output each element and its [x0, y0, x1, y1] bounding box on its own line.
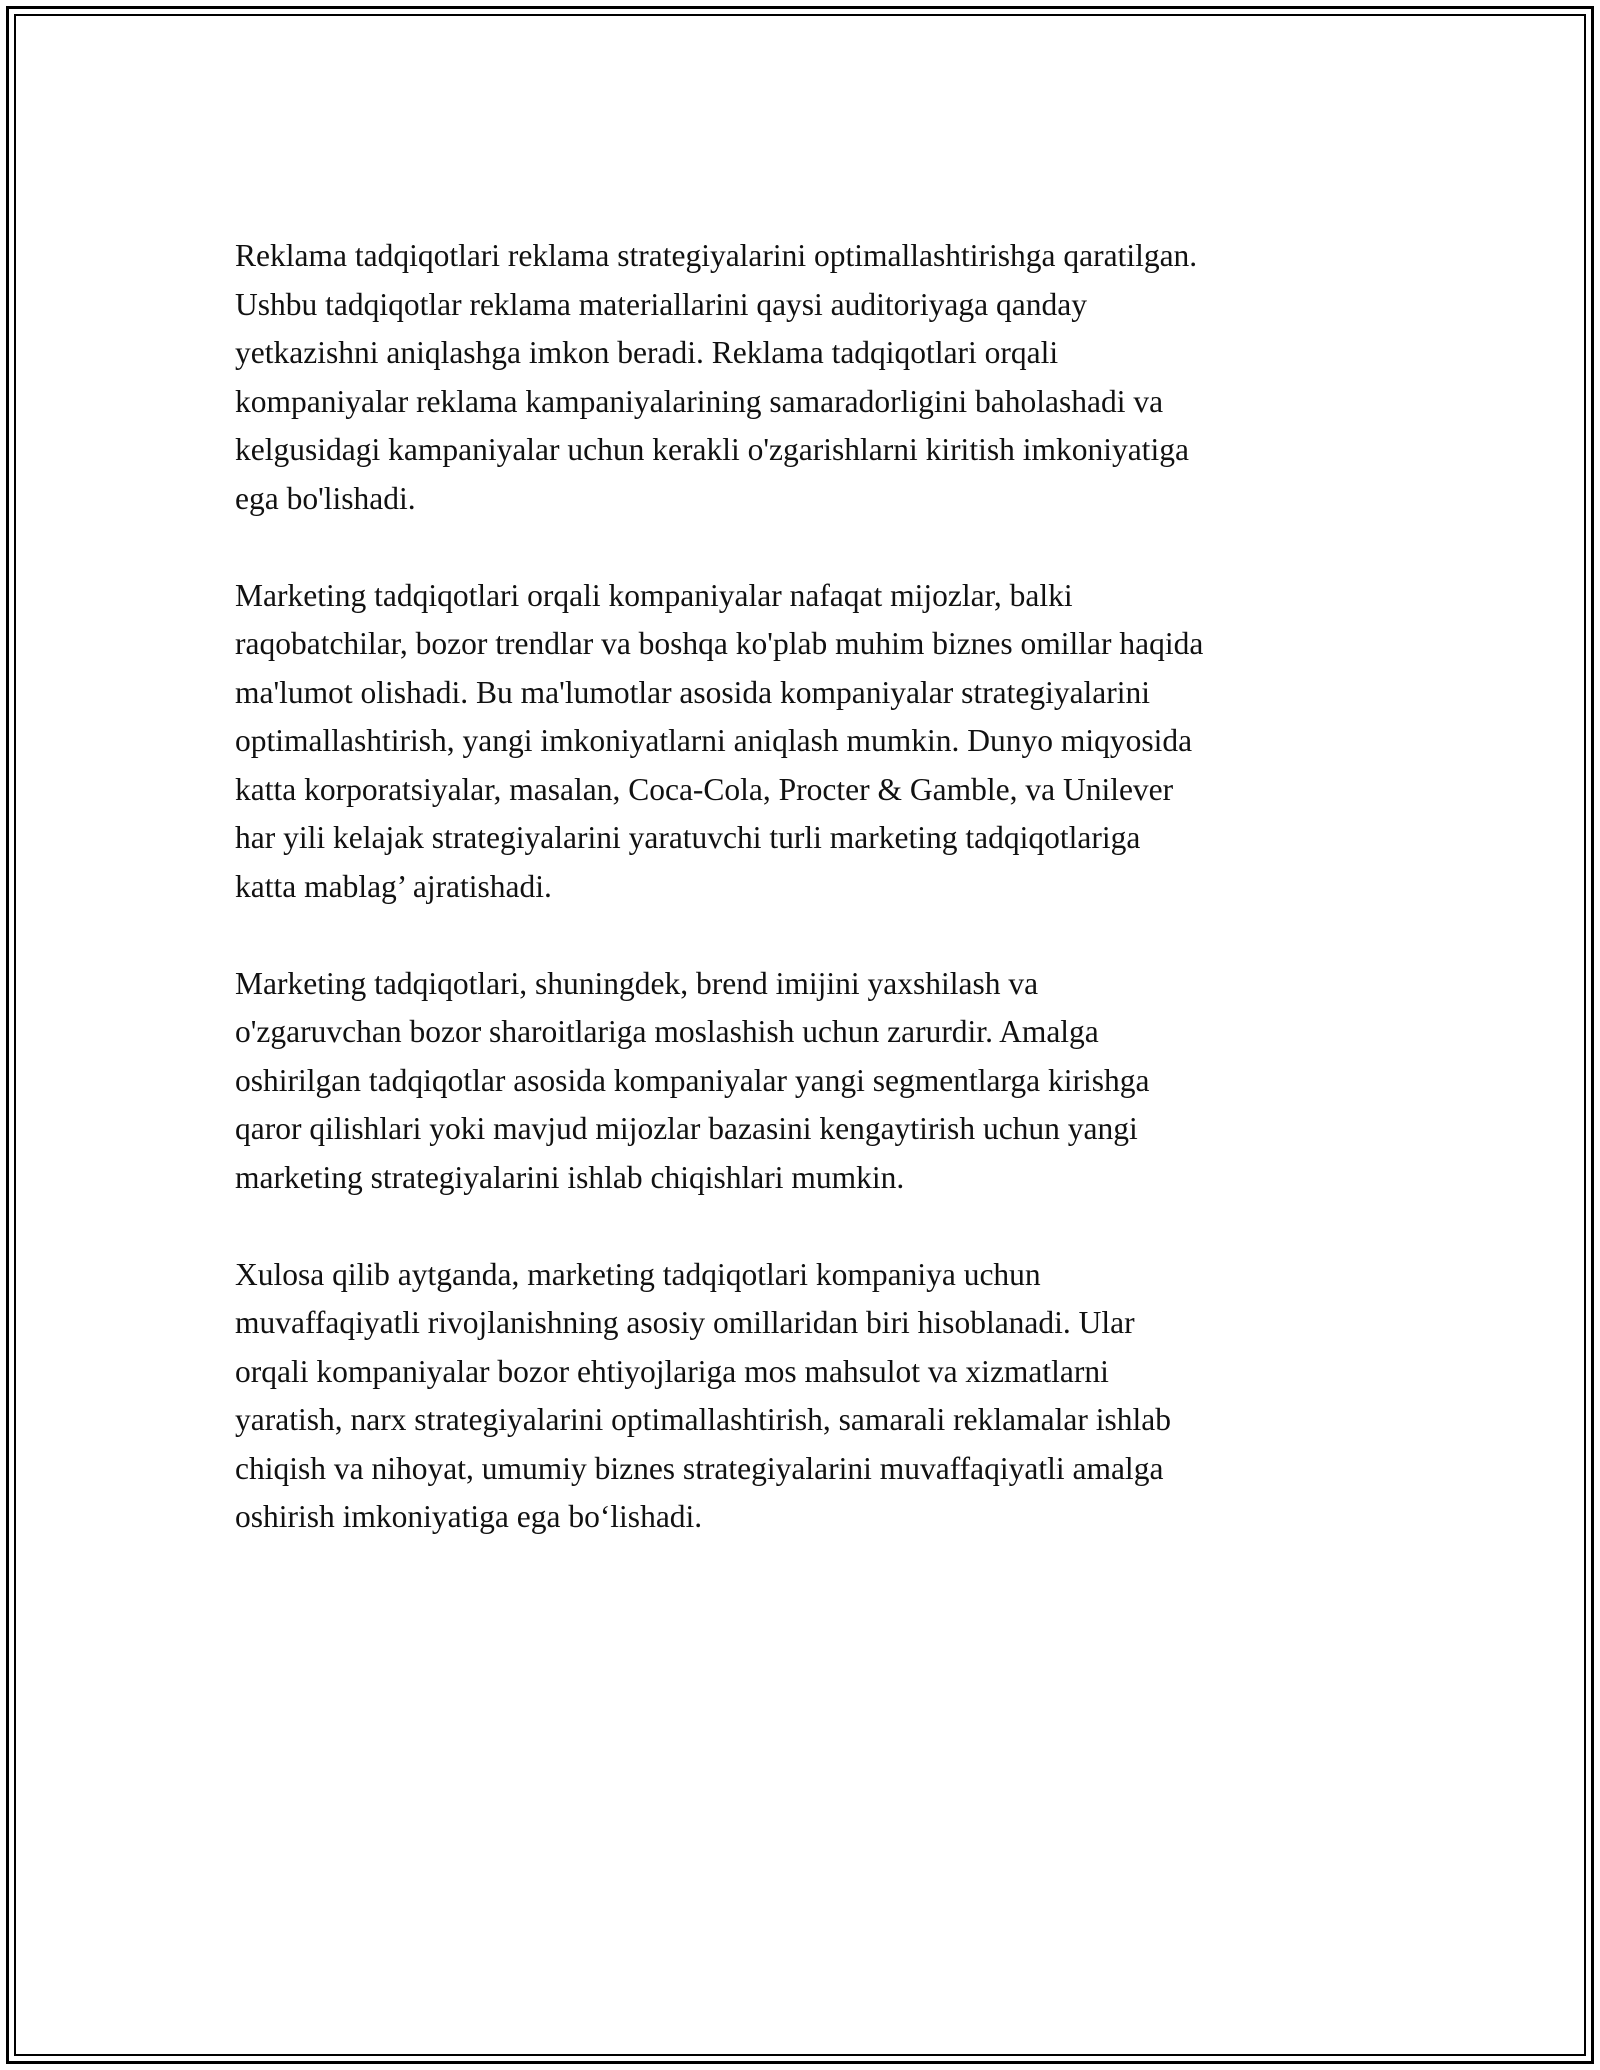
paragraph-line: har yili kelajak strategiyalarini yaratuvchi turli marketing tadqiqotlariga	[235, 820, 1141, 855]
document-body	[235, 232, 1375, 1590]
paragraph-line: Reklama tadqiqotlari reklama strategiyalarini optimallashtirishga qaratilgan.	[235, 238, 1198, 273]
paragraph-2	[235, 572, 1375, 912]
paragraph-line: orqali kompaniyalar bozor ehtiyojlariga mos mahsulot va xizmatlarni	[235, 1353, 1109, 1389]
paragraph-3	[235, 960, 1375, 1203]
paragraph-line: Marketing tadqiqotlari orqali kompaniyalar nafaqat mijozlar, balki	[235, 577, 1073, 613]
paragraph-line: ega bo'lishadi.	[235, 480, 416, 516]
paragraph-line: raqobatchilar, bozor trendlar va boshqa ko'plab muhim biznes omillar haqida	[235, 626, 1204, 661]
paragraph-line: yaratish, narx strategiyalarini optimallashtirish, samarali reklamalar ishlab	[235, 1402, 1171, 1437]
paragraph-line: yetkazishni aniqlashga imkon beradi. Reklama tadqiqotlari orqali	[235, 335, 1059, 370]
paragraph-line: Marketing tadqiqotlari, shuningdek, brend imijini yaxshilash va	[235, 965, 1039, 1001]
paragraph-line: o'zgaruvchan bozor sharoitlariga moslashish uchun zarurdir. Amalga	[235, 1014, 1099, 1049]
paragraph-line: Xulosa qilib aytganda, marketing tadqiqotlari kompaniya uchun	[235, 1256, 1041, 1292]
paragraph-line: oshirish imkoniyatiga ega bo‘lishadi.	[235, 1499, 703, 1534]
paragraph-1	[235, 232, 1375, 523]
paragraph-4	[235, 1251, 1375, 1542]
paragraph-line: katta mablag’ ajratishadi.	[235, 868, 552, 904]
paragraph-line: optimallashtirish, yangi imkoniyatlarni aniqlash mumkin. Dunyo miqyosida	[235, 723, 1193, 758]
paragraph-line: ma'lumot olishadi. Bu ma'lumotlar asosida kompaniyalar strategiyalarini	[235, 674, 1151, 710]
paragraph-line: chiqish va nihoyat, umumiy biznes strategiyalarini muvaffaqiyatli amalga	[235, 1450, 1164, 1486]
paragraph-line: marketing strategiyalarini ishlab chiqishlari mumkin.	[235, 1159, 905, 1195]
paragraph-line: oshirilgan tadqiqotlar asosida kompaniyalar yangi segmentlarga kirishga	[235, 1062, 1150, 1098]
paragraph-line: katta korporatsiyalar, masalan, Coca-Cola, Procter & Gamble, va Unilever	[235, 771, 1174, 807]
paragraph-line: Ushbu tadqiqotlar reklama materiallarini qaysi auditoriyaga qanday	[235, 286, 1087, 322]
paragraph-line: muvaffaqiyatli rivojlanishning asosiy omillaridan biri hisoblanadi. Ular	[235, 1305, 1135, 1340]
paragraph-line: kompaniyalar reklama kampaniyalarining samaradorligini baholashadi va	[235, 383, 1164, 419]
paragraph-line: qaror qilishlari yoki mavjud mijozlar bazasini kengaytirish uchun yangi	[235, 1111, 1138, 1146]
paragraph-line: kelgusidagi kampaniyalar uchun kerakli o'zgarishlarni kiritish imkoniyatiga	[235, 432, 1189, 467]
